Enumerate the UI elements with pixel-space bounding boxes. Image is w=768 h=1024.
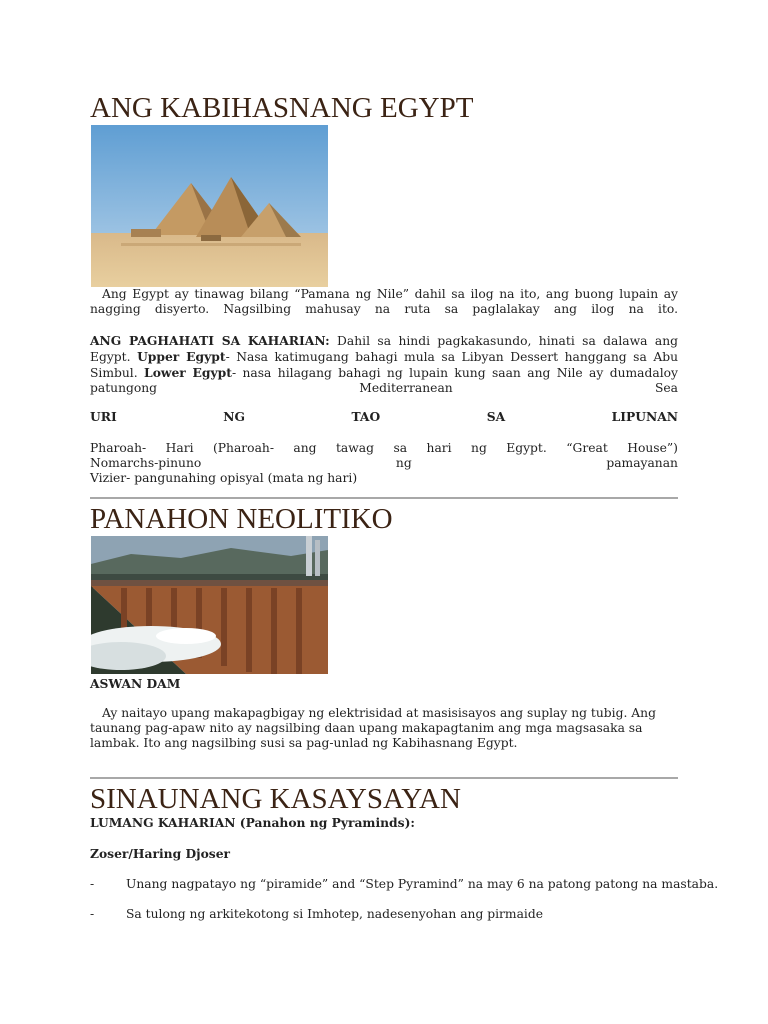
nomarch-line (90, 456, 678, 471)
aswan-dam-caption: ASWAN DAM (90, 676, 181, 691)
division-paragraph (90, 333, 678, 396)
heading-word: URI (90, 409, 117, 424)
line-word: Egypt. (506, 441, 547, 455)
intro-paragraph: Ang Egypt ay tinawag bilang “Pamana ng Nile” dahil sa ilog na ito, ang buong lupain ay nagging disyerto. Nagsilbing mahusay na ruta sa paglalakay ang ilog na ito. (90, 287, 678, 316)
bullet-marker: - (90, 877, 95, 891)
line-word: hari (426, 441, 452, 455)
line-word: (Pharoah- (212, 441, 274, 455)
pyramids-photo (91, 125, 328, 287)
bullet-marker: - (90, 907, 95, 921)
aswan-paragraph: Ay naitayo upang makapagbigay ng elektrisidad at masisisayos ang suplay ng tubig. Ang taunang pag-apaw nito ay nagsilbing daan upang makapagtanim ang mga magsasaka sa lambak. Ito ang nagsilbing susi sa pag-unlad ng Kabihasnang Egypt. (90, 706, 656, 750)
vizier-line: Vizier- pangunahing opisyal (mata ng hari) (90, 471, 358, 485)
line-word: pamayanan (606, 456, 678, 470)
section-divider (90, 497, 678, 499)
division-text: Dahil sa hindi pagkakasundo, hinati sa dalawa ang Egypt. (90, 334, 678, 364)
line-word: Pharoah- (90, 441, 147, 455)
section-title-egypt: ANG KABIHASNANG EGYPT (90, 92, 474, 124)
ruler-name: Zoser/Haring Djoser (90, 846, 230, 861)
line-word: ng (471, 441, 487, 455)
line-word: Nomarchs-pinuno (90, 456, 202, 470)
section-title-history: SINAUNANG KASAYSAYAN (90, 783, 461, 815)
line-word: Hari (165, 441, 194, 455)
upper-egypt-text: - Nasa katimugang bahagi mula sa Libyan Dessert hanggang sa Abu Simbul. (90, 350, 678, 380)
heading-word: TAO (351, 409, 381, 424)
line-word: House”) (627, 441, 678, 455)
upper-egypt-label: Upper Egypt (137, 349, 226, 364)
section-divider (90, 777, 678, 779)
bullet-item: Sa tulong ng arkitekotong si Imhotep, nadesenyohan ang pirmaide (126, 907, 544, 921)
bullet-item: Unang nagpatayo ng “piramide” and “Step Pyramind” na may 6 na patong patong na mastaba. (126, 877, 719, 891)
aswan-dam-photo (91, 536, 328, 674)
lower-egypt-text: - nasa hilagang bahagi ng lupain kung saan ang Nile ay dumadaloy patungong Mediterranean Sea (90, 366, 678, 395)
line-word: ng (395, 456, 412, 470)
line-word: tawag (335, 441, 374, 455)
division-label: ANG PAGHAHATI SA KAHARIAN: (90, 333, 330, 348)
line-word: “Great (566, 441, 608, 455)
line-word: sa (393, 441, 408, 455)
heading-word: NG (223, 409, 245, 424)
old-kingdom-subtitle: LUMANG KAHARIAN (Panahon ng Pyraminds): (90, 815, 415, 830)
section-title-neolithic: PANAHON NEOLITIKO (90, 503, 393, 535)
heading-word: SA (486, 409, 506, 424)
lower-egypt-label: Lower Egypt (144, 365, 232, 380)
pharaoh-line (90, 441, 678, 456)
heading-word: LIPUNAN (611, 409, 678, 424)
people-heading (90, 409, 678, 424)
line-word: ang (293, 441, 317, 455)
